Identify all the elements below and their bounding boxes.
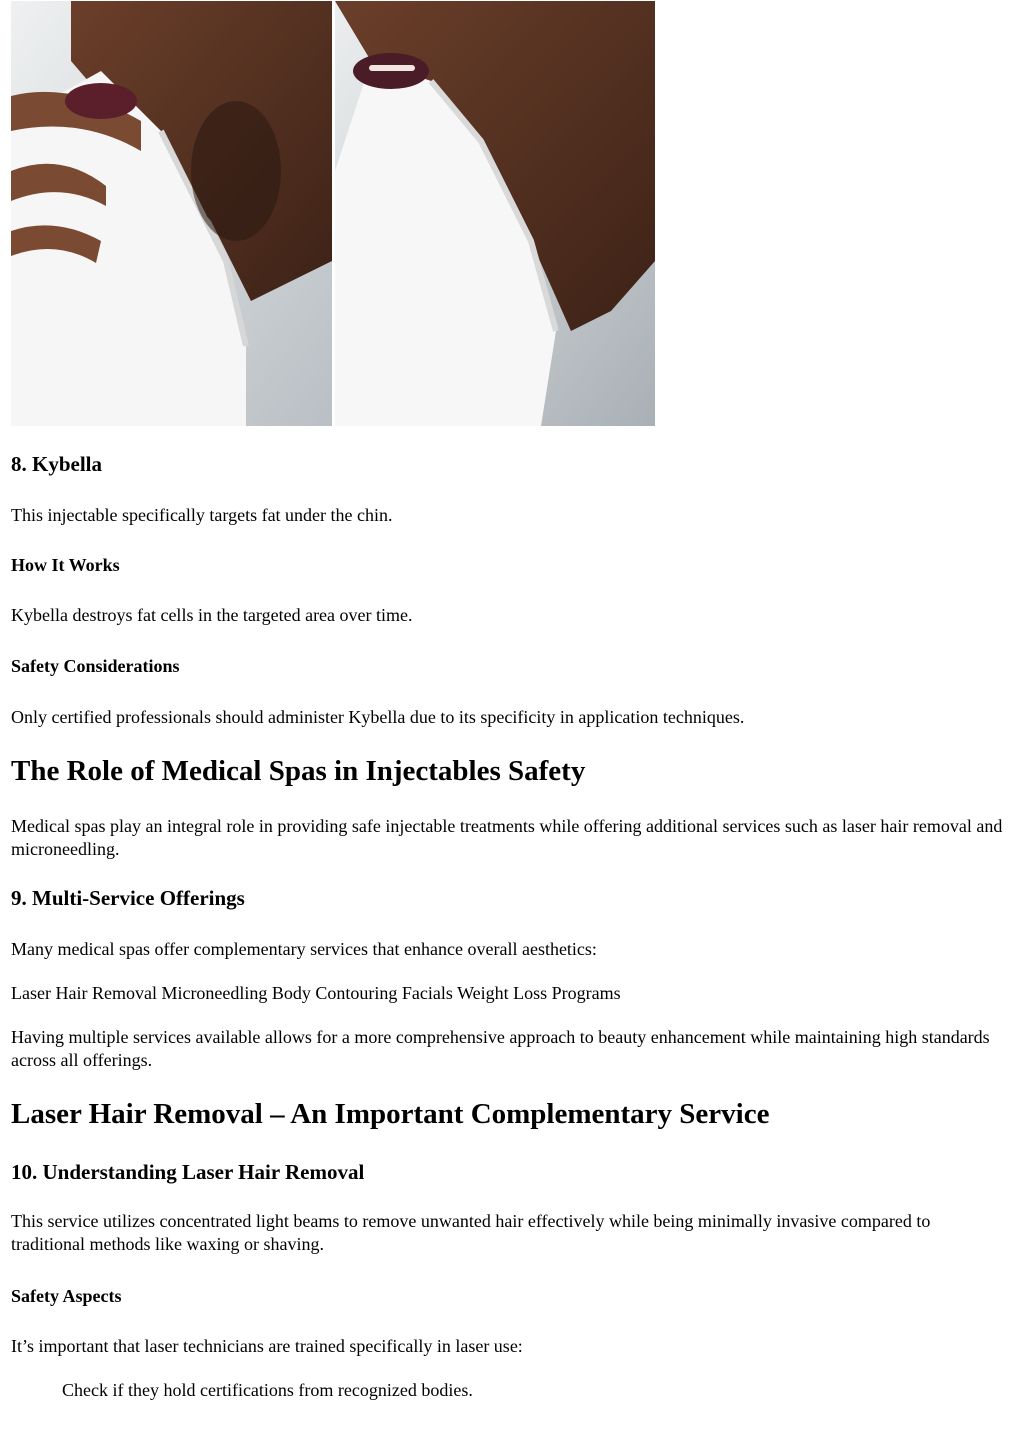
medical-spas-text: Medical spas play an integral role in providing safe injectable treatments while offering additional services such as laser hair removal and microneedling.	[11, 816, 1003, 859]
section-heading-multi-service: 9. Multi-Service Offerings	[11, 886, 245, 910]
services-list-text: Laser Hair Removal Microneedling Body Contouring Facials Weight Loss Programs	[11, 983, 621, 1003]
safety-aspects-text: It’s important that laser technicians are trained specifically in laser use:	[11, 1336, 523, 1356]
kybella-intro-text: This injectable specifically targets fat under the chin.	[11, 505, 393, 525]
how-it-works-text: Kybella destroys fat cells in the targeted area over time.	[11, 605, 413, 625]
multi-service-intro-text: Many medical spas offer complementary services that enhance overall aesthetics:	[11, 939, 597, 959]
laser-description-text: This service utilizes concentrated light beams to remove unwanted hair effectively while being minimally invasive compared to traditional methods like waxing or shaving.	[11, 1211, 931, 1254]
list-item: Check if they hold certifications from recognized bodies.	[62, 1380, 473, 1400]
subheading-safety-aspects: Safety Aspects	[11, 1286, 122, 1306]
subheading-safety-considerations: Safety Considerations	[11, 656, 180, 676]
section-heading-kybella: 8. Kybella	[11, 452, 103, 476]
heading-laser-hair-removal: Laser Hair Removal – An Important Complementary Service	[11, 1098, 770, 1130]
multi-service-closing-text: Having multiple services available allows for a more comprehensive approach to beauty enhancement while maintaining high standards across all offerings.	[11, 1027, 990, 1070]
safety-considerations-text: Only certified professionals should administer Kybella due to its specificity in application techniques.	[11, 707, 745, 727]
before-after-underarm-photo	[11, 1, 655, 426]
section-heading-understanding-laser: 10. Understanding Laser Hair Removal	[11, 1160, 365, 1184]
subheading-how-it-works: How It Works	[11, 555, 120, 575]
heading-medical-spas-role: The Role of Medical Spas in Injectables Safety	[11, 755, 586, 787]
